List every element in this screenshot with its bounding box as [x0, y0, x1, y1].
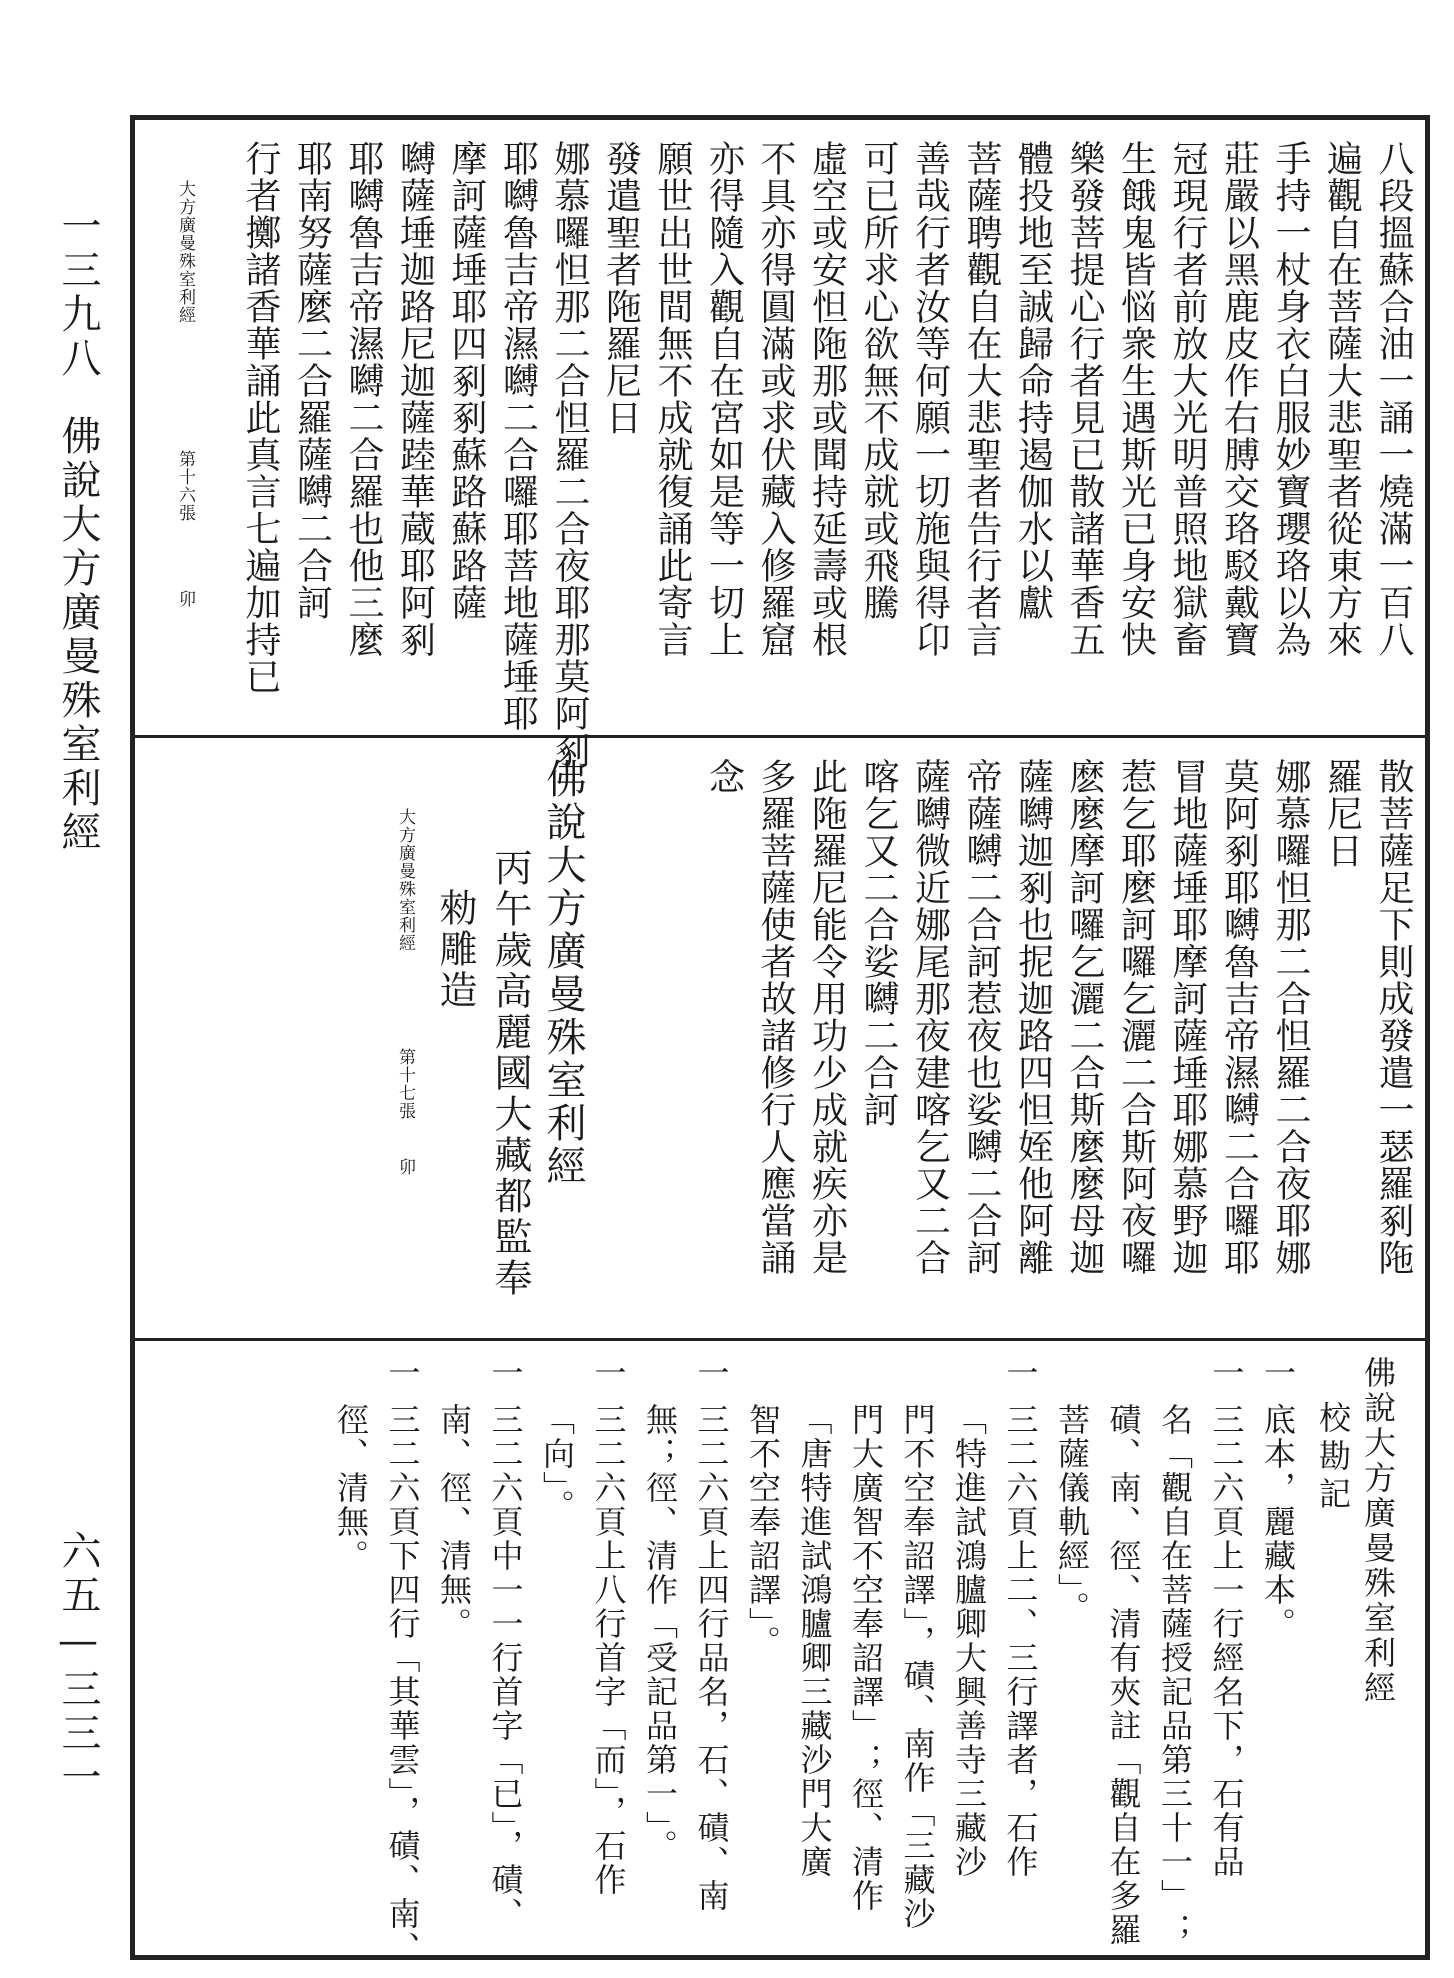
text-column: 莫阿剢耶嚩魯吉帝濕嚩二合囉耶: [1218, 758, 1260, 1276]
text-column: 冠現行者前放大光明普照地獄畜: [1167, 140, 1208, 658]
note-line: 南、徑、清無。: [435, 1403, 473, 1641]
note-line: 門大廣智不空奉詔譯」；徑、清作: [847, 1403, 885, 1913]
text-column: 喀乞又二合娑嚩二合訶: [858, 758, 899, 1128]
note-line: 三二六頁下四行「其華雲」，磧、南、: [383, 1403, 422, 1965]
text-column: 此陁羅尼能令用功少成就疾亦是: [806, 758, 848, 1276]
text-column: 薩嚩微近娜尾那夜建喀乞又二合: [909, 758, 951, 1276]
note-bullet: 一: [692, 1356, 731, 1394]
note-line: 門不空奉詔譯」，磧、南作「三藏沙: [898, 1403, 937, 1931]
note-bullet: 一: [1259, 1356, 1297, 1394]
text-column: 娜慕囉怛那二合怛羅二合夜耶娜: [1270, 758, 1311, 1276]
text-column: 樂發菩提心行者見已散諸華香五: [1064, 140, 1105, 658]
note-line: 三二六頁上一行經名下，石有品: [1207, 1403, 1246, 1879]
colophon: 丙午歲高麗國大藏都監奉: [488, 848, 532, 1299]
text-column: 耶南努薩麼二合羅薩嚩二合訶: [291, 140, 333, 621]
text-column: 薩嚩迦剢也抳迦路四怛姪他阿離: [1012, 758, 1054, 1276]
page-frame: [130, 115, 1430, 1965]
text-column: 羅尼日: [1321, 758, 1363, 869]
page-number-right: 六五—三三一: [55, 1530, 101, 1800]
text-column: 帝薩嚩二合訶惹夜也娑嚩二合訶: [961, 758, 1002, 1276]
text-column: 行者擲諸香華誦此真言七遍加持已: [240, 140, 281, 695]
text-column: 發遣聖者陁羅尼日: [600, 140, 642, 436]
note-line: 底本，麗藏本。: [1259, 1403, 1297, 1641]
top-panel: [135, 120, 1425, 769]
text-column: 善哉行者汝等何願一切施與得卬: [909, 140, 951, 658]
text-column: 耶嚩魯吉帝濕嚩二合羅也他三麼: [343, 140, 384, 658]
note-line: 三二六頁上八行首字「而」，石作: [589, 1403, 628, 1897]
note-bullet: 一: [486, 1356, 525, 1394]
note-line: 徑、清無。: [332, 1403, 370, 1573]
text-column: 莊嚴以黑鹿皮作右膊交珞駁戴寶: [1218, 140, 1260, 658]
note-line: 智不空奉詔譯」。: [744, 1403, 782, 1659]
note-line: 三二六頁中一一行首字「已」，磧、: [486, 1403, 525, 1931]
note-bullet: 一: [383, 1356, 422, 1394]
notes-subtitle: 校勘記: [1314, 1401, 1352, 1515]
text-column: 遍觀自在菩薩大悲聖者從東方來: [1321, 140, 1363, 658]
note-bullet: 一: [1207, 1356, 1246, 1394]
end-title: 佛說大方廣曼殊室利經: [540, 758, 586, 1188]
text-column: 冒地薩埵耶摩訶薩埵耶娜慕野迦: [1167, 758, 1208, 1276]
text-column: 菩薩聘觀自在大悲聖者告行者言: [961, 140, 1002, 658]
top-footer-title: 大方廣曼殊室利經: [175, 180, 195, 324]
text-column: 八段搵蘇合油一誦一燒滿一百八: [1373, 140, 1414, 658]
text-column: 念: [703, 758, 745, 795]
note-line: 名「觀自在菩薩授記品第三十一」；: [1156, 1403, 1194, 1947]
text-column: 惹乞耶麼訶囉乞灑二合斯阿夜囉: [1115, 758, 1157, 1276]
note-line: 菩薩儀軌經」。: [1053, 1403, 1091, 1625]
text-column: 嚩薩埵迦路尼迦薩踛華蔵耶阿剢: [394, 140, 436, 658]
top-footer-mark: 卯: [175, 590, 195, 608]
text-column: 耶嚩魯吉帝濕嚩二合囉耶菩地薩埵耶: [497, 140, 539, 732]
text-column: 虛空或安怛陁那或聞持延壽或根: [806, 140, 848, 658]
note-line: 三二六頁上四行品名，石、磧、南: [692, 1403, 731, 1913]
running-title: 佛說大方廣曼殊室利經: [55, 415, 101, 855]
text-column: 體投地至誠歸命持遏伽水以獻: [1012, 140, 1054, 621]
text-column: 亦得隨入觀自在宮如是等一切上: [703, 140, 745, 658]
notes-title: 佛說大方廣曼殊室利經: [1359, 1356, 1397, 1706]
text-column: 摩訶薩埵耶四剢剢蘇路蘇路薩: [446, 140, 487, 621]
text-column: 手持一杖身衣白服妙寶瓔珞以為: [1270, 140, 1311, 658]
text-column: 可已所求心欲無不成就或飛騰: [858, 140, 899, 621]
note-line: 磧、南、徑、清有夾註「觀自在多羅: [1104, 1403, 1143, 1947]
note-line: 三二六頁上二、三行譯者，石作: [1001, 1403, 1040, 1879]
mid-footer-title: 大方廣曼殊室利經: [395, 808, 415, 952]
text-column: 娜慕囉怛那二合怛羅二合夜耶那莫阿剢: [549, 140, 590, 769]
text-column: 多羅菩薩使者故諸修行人應當誦: [755, 758, 796, 1276]
page-number-left: 一三九八: [55, 205, 101, 381]
text-column: 生餓鬼皆悩衆生遇斯光已身安快: [1115, 140, 1157, 658]
text-column: 不具亦得圓滿或求伏藏入修羅窟: [755, 140, 796, 658]
text-column: 麽麼摩訶囉乞灑二合斯麼麼母迦: [1064, 758, 1105, 1276]
note-line: 無；徑、清作「受記品第一」。: [641, 1403, 679, 1863]
middle-panel: [135, 738, 1425, 1338]
collation-notes-panel: [135, 1341, 1425, 1965]
note-bullet: 一: [1001, 1356, 1040, 1394]
mid-footer-page: 第十七張: [395, 1048, 415, 1120]
top-footer-page: 第十六張: [175, 450, 195, 522]
note-line: 「向」。: [538, 1403, 576, 1523]
text-column: 願世出世間無不成就復誦此寄言: [652, 140, 693, 658]
note-line: 「特進試鴻臚卿大興善寺三藏沙: [950, 1403, 988, 1879]
text-column: 散菩薩足下則成發遣一瑟羅剢陁: [1373, 758, 1414, 1276]
note-line: 「唐特進試鴻臚卿三藏沙門大廣: [795, 1403, 834, 1879]
colophon-2: 勑雕造: [433, 888, 477, 1011]
mid-footer-mark: 卯: [395, 1158, 415, 1176]
note-bullet: 一: [589, 1356, 628, 1394]
